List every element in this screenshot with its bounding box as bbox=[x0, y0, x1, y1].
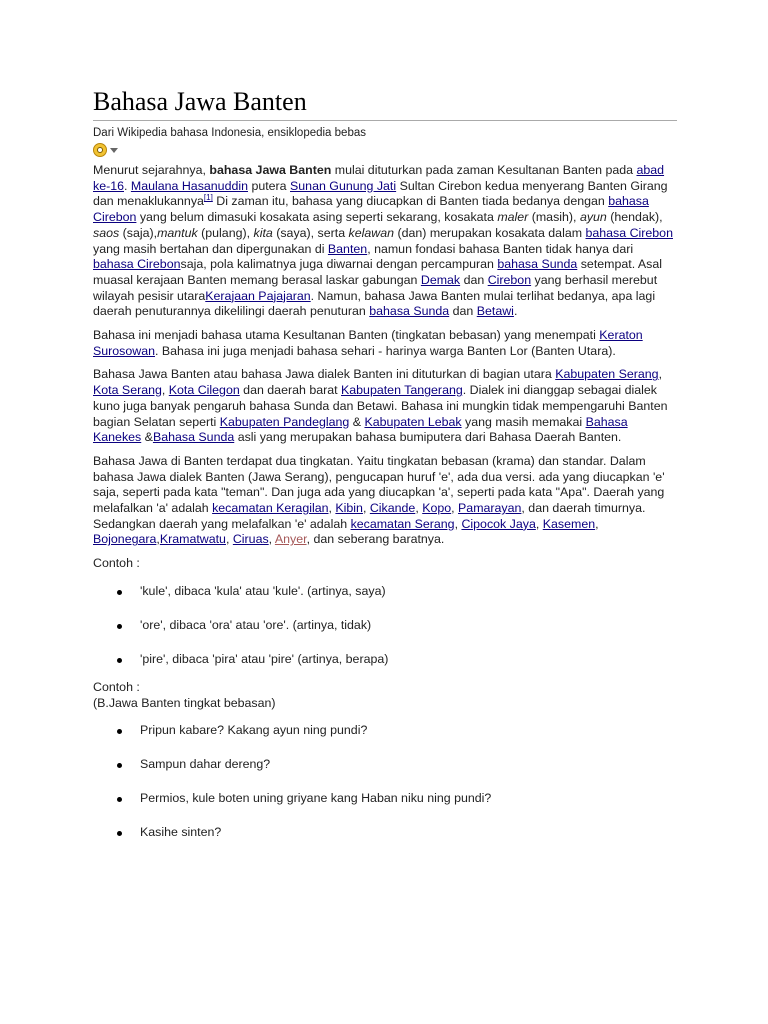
link-kibin[interactable]: Kibin bbox=[335, 501, 363, 516]
tagline: Dari Wikipedia bahasa Indonesia, ensiklopedia bebas bbox=[93, 127, 366, 139]
list-item: Pripun kabare? Kakang ayun ning pundi? bbox=[140, 723, 677, 738]
link-maulana-hasanuddin[interactable]: Maulana Hasanuddin bbox=[130, 178, 248, 193]
example-list-2 bbox=[93, 723, 677, 840]
link-bahasa-sunda[interactable]: bahasa Sunda bbox=[369, 304, 450, 319]
watch-menu[interactable] bbox=[93, 142, 677, 158]
link-sunan-gunung-jati[interactable]: Sunan Gunung Jati bbox=[290, 178, 397, 193]
link-betawi[interactable]: Betawi bbox=[476, 304, 514, 319]
chevron-down-icon[interactable] bbox=[110, 148, 118, 153]
link-kecamatan-serang[interactable]: kecamatan Serang bbox=[350, 516, 455, 531]
link-kopo[interactable]: Kopo bbox=[422, 501, 452, 516]
example-label: Contoh : bbox=[93, 679, 140, 694]
link-kramatwatu[interactable]: Kramatwatu bbox=[159, 532, 226, 547]
link-cirebon[interactable]: Cirebon bbox=[487, 272, 532, 287]
article bbox=[93, 86, 677, 859]
link-ciruas[interactable]: Ciruas bbox=[232, 532, 269, 547]
link-cikande[interactable]: Cikande bbox=[369, 501, 416, 516]
link-bahasa-cirebon[interactable]: bahasa Cirebon bbox=[93, 194, 649, 225]
eye-icon[interactable] bbox=[93, 143, 107, 157]
link-demak[interactable]: Demak bbox=[420, 272, 461, 287]
list-item: Sampun dahar dereng? bbox=[140, 757, 677, 772]
link-bojonegara[interactable]: Bojonegara bbox=[93, 532, 157, 547]
list-item: 'pire', dibaca 'pira' atau 'pire' (artinya, berapa) bbox=[140, 652, 677, 667]
example-sublabel: (B.Jawa Banten tingkat bebasan) bbox=[93, 695, 276, 710]
link-kasemen[interactable]: Kasemen bbox=[542, 516, 596, 531]
paragraph-history: Menurut sejarahnya, bahasa Jawa Banten mulai dituturkan pada zaman Kesultanan Banten pada abad ke-16. Maulana Hasanuddin putera Sunan Gunung Jati Sultan Cirebon kedua menyerang Banten Girang dan menaklukannya[1] Di zaman itu, bahasa yang diucapkan di Banten tiada bedanya dengan bahasa Cirebon yang belum dimasuki kosakata asing seperti sekarang, kosakata maler (masih), ayun (hendak), saos (saja),mantuk (pulang), kita (saya), serta kelawan (dan) merupakan kosakata dalam bahasa Cirebon yang masih bertahan dan dipergunakan di Banten, namun fondasi bahasa Banten tidak hanya dari bahasa Cirebonsaja, pola kalimatnya juga diwarnai dengan percampuran bahasa Sunda setempat. Asal muasal kerajaan Banten memang berasal laskar gabungan Demak dan Cirebon yang berhasil merebut wilayah pesisir utaraKerajaan Pajajaran. Namun, bahasa Jawa Banten mulai terlihat bedanya, apa lagi daerah penuturannya dikelilingi daerah penuturan bahasa Sunda dan Betawi. bbox=[93, 163, 673, 319]
link-banten[interactable]: Banten bbox=[327, 241, 368, 256]
list-item: 'ore', dibaca 'ora' atau 'ore'. (artinya, tidak) bbox=[140, 618, 677, 633]
link-bahasa-kanekes[interactable]: Bahasa Kanekes bbox=[93, 414, 628, 445]
link-bahasa-sunda[interactable]: Bahasa Sunda bbox=[152, 430, 235, 445]
link-kabupaten-pandeglang[interactable]: Kabupaten Pandeglang bbox=[219, 414, 350, 429]
example-label: Contoh : bbox=[93, 556, 140, 571]
paragraph-tingkatan: Bahasa Jawa di Banten terdapat dua tingkatan. Yaitu tingkatan bebasan (krama) dan standar. Dalam bahasa Jawa dialek Banten (Jawa Serang), pengucapan huruf 'e', ada dua versi. ada yang diucapkan 'e' saja, seperti pada kata "teman". Dan juga ada yang diucapkan 'a', seperti pada kata "Apa". Daerah yang melafalkan 'a' adalah kecamatan Keragilan, Kibin, Cikande, Kopo, Pamarayan, dan daerah timurnya. Sedangkan daerah yang melafalkan 'e' adalah kecamatan Serang, Cipocok Jaya, Kasemen, Bojonegara,Kramatwatu, Ciruas, Anyer, dan seberang baratnya. bbox=[93, 453, 665, 547]
link-pamarayan[interactable]: Pamarayan bbox=[458, 501, 522, 516]
list-item: 'kule', dibaca 'kula' atau 'kule'. (artinya, saya) bbox=[140, 584, 677, 599]
link-abad-ke-16[interactable]: abad ke-16 bbox=[93, 163, 665, 193]
paragraph-dialek: Bahasa Jawa Banten atau bahasa Jawa dialek Banten ini dituturkan di bagian utara Kabupaten Serang, Kota Serang, Kota Cilegon dan daerah barat Kabupaten Tangerang. Dialek ini dianggap sebagai dialek kuno juga banyak pengaruh bahasa Sunda dan Betawi. Bahasa ini mungkin tidak mempengaruhi Banten bagian Selatan seperti Kabupaten Pandeglang & Kabupaten Lebak yang masih memakai Bahasa Kanekes &Bahasa Sunda asli yang merupakan bahasa bumiputera dari Bahasa Daerah Banten. bbox=[93, 367, 668, 445]
link-kabupaten-lebak[interactable]: Kabupaten Lebak bbox=[364, 414, 462, 429]
list-item: Permios, kule boten uning griyane kang Haban niku ning pundi? bbox=[140, 791, 677, 806]
link-kerajaan-pajajaran[interactable]: Kerajaan Pajajaran bbox=[205, 288, 311, 303]
link-kota-serang[interactable]: Kota Serang bbox=[93, 383, 162, 398]
reference-1[interactable]: [1] bbox=[203, 193, 213, 203]
paragraph-kesultanan: Bahasa ini menjadi bahasa utama Kesultanan Banten (tingkatan bebasan) yang menempati Keraton Surosowan. Bahasa ini juga menjadi bahasa sehari - harinya warga Banten Lor (Banten Utara). bbox=[93, 328, 643, 358]
link-bahasa-cirebon[interactable]: bahasa Cirebon bbox=[93, 257, 181, 272]
link-anyer[interactable]: Anyer bbox=[274, 532, 307, 547]
link-kabupaten-tangerang[interactable]: Kabupaten Tangerang bbox=[341, 383, 463, 398]
example-list-1 bbox=[93, 584, 677, 667]
link-kota-cilegon[interactable]: Kota Cilegon bbox=[168, 383, 240, 398]
page-title: Bahasa Jawa Banten bbox=[93, 86, 677, 121]
link-bahasa-sunda[interactable]: bahasa Sunda bbox=[497, 257, 578, 272]
link-kecamatan-keragilan[interactable]: kecamatan Keragilan bbox=[212, 501, 329, 516]
link-bahasa-cirebon[interactable]: bahasa Cirebon bbox=[585, 225, 673, 240]
list-item: Kasihe sinten? bbox=[140, 825, 677, 840]
link-cipocok-jaya[interactable]: Cipocok Jaya bbox=[461, 516, 536, 531]
link-kabupaten-serang[interactable]: Kabupaten Serang bbox=[555, 367, 659, 382]
link-keraton-surosowan[interactable]: Keraton Surosowan bbox=[93, 328, 643, 358]
